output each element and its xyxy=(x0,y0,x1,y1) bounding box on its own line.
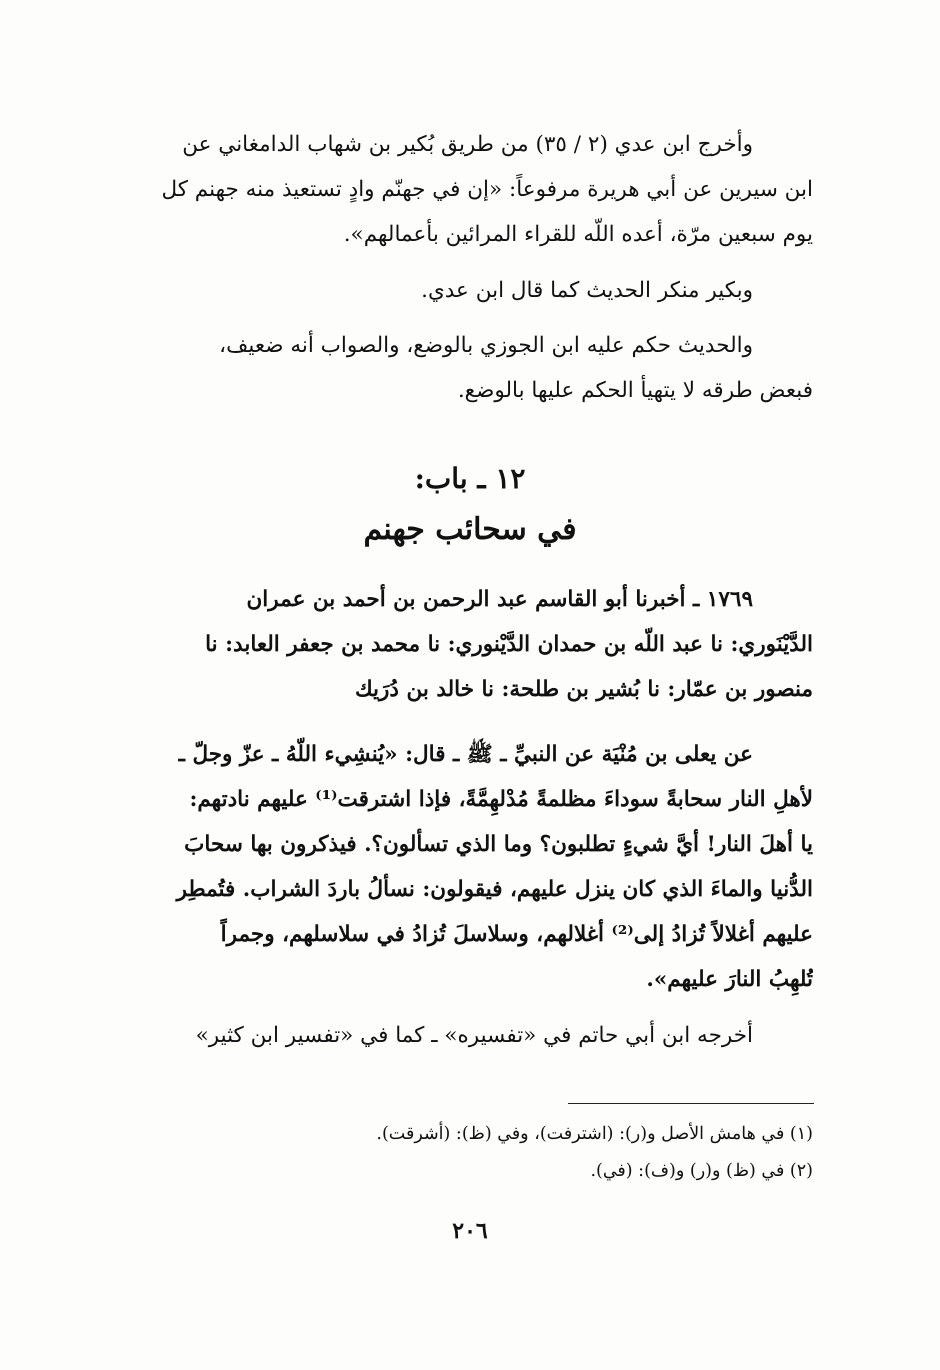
text-line: يا أهلَ النار! أيَّ شيءٍ تطلبون؟ وما الذي تسألون؟. فيذكرون بها سحابَ xyxy=(184,832,813,857)
footnote-separator xyxy=(568,1103,814,1104)
text-line: وأخرج ابن عدي (٢ / ٣٥) من طريق بُكير بن شهاب الدامغاني عن xyxy=(182,132,753,157)
text-line: والحديث حكم عليه ابن الجوزي بالوضع، والصواب أنه ضعيف، xyxy=(219,333,753,358)
text-line: فبعض طرقه لا يتهيأ الحكم عليها بالوضع. xyxy=(457,378,813,403)
text-line: أخرجه ابن أبي حاتم في «تفسيره» ـ كما في «تفسير ابن كثير» xyxy=(195,1023,753,1048)
text-line: منصور بن عمّار: نا بُشير بن طلحة: نا خالد بن دُرَيك xyxy=(354,677,813,702)
text-line: عن يعلى بن مُنْيَة عن النبيِّ ـ ﷺ ـ قال: «يُنشِيء اللّهُ ـ عزّ وجلّ ـ xyxy=(178,742,753,767)
chapter-title: في سحائب جهنم xyxy=(363,512,577,547)
footnote-1: (١) في هامش الأصل و(ر): (اشترفت)، وفي (ظ): (أشرقت). xyxy=(376,1124,813,1144)
paragraph-takhrij xyxy=(118,1013,813,1058)
hadith-isnad xyxy=(118,577,813,712)
paragraph-bukayr xyxy=(118,268,813,313)
hadith-matn xyxy=(118,732,813,1002)
footnotes xyxy=(300,1116,813,1190)
paragraph-ibn-adi xyxy=(118,122,813,257)
text-line: وبكير منكر الحديث كما قال ابن عدي. xyxy=(421,278,753,303)
paragraph-ruling xyxy=(118,323,813,413)
chapter-number: ١٢ ـ باب: xyxy=(414,462,526,495)
text-line: الدَّيْنَوري: نا عبد اللّه بن حمدان الدَّيْنوري: نا محمد بن جعفر العابد: نا xyxy=(205,632,813,657)
footnote-2: (٢) في (ظ) و(ر) و(ف): (في). xyxy=(590,1161,813,1181)
text-line: تُلهِبُ النارَ عليهم». xyxy=(646,967,813,992)
text-line: الدُّنيا والماءَ الذي كان ينزل عليهم، فيقولون: نسألُ باردَ الشراب. فتُمطِر xyxy=(176,877,813,902)
text-line: لأهلِ النار سحابةً سوداءَ مظلمةً مُدْلهِمَّةً، فإذا اشترقت⁽¹⁾ عليهم نادتهم: xyxy=(189,787,813,812)
text-line: عليهم أغلالاً تُزادُ إلى⁽²⁾ أغلالهم، وسلاسلَ تُزادُ في سلاسلهم، وجمراً xyxy=(220,922,813,947)
text-line: يوم سبعين مرّة، أعده اللّه للقراء المرائين بأعمالهم». xyxy=(343,222,813,247)
text-line: ابن سيرين عن أبي هريرة مرفوعاً: «إن في جهنّم وادٍ تستعيذ منه جهنم كل xyxy=(161,177,813,202)
page-number: ٢٠٦ xyxy=(452,1218,488,1244)
text-line: ١٧٦٩ ـ أخبرنا أبو القاسم عبد الرحمن بن أحمد بن عمران xyxy=(246,587,753,612)
